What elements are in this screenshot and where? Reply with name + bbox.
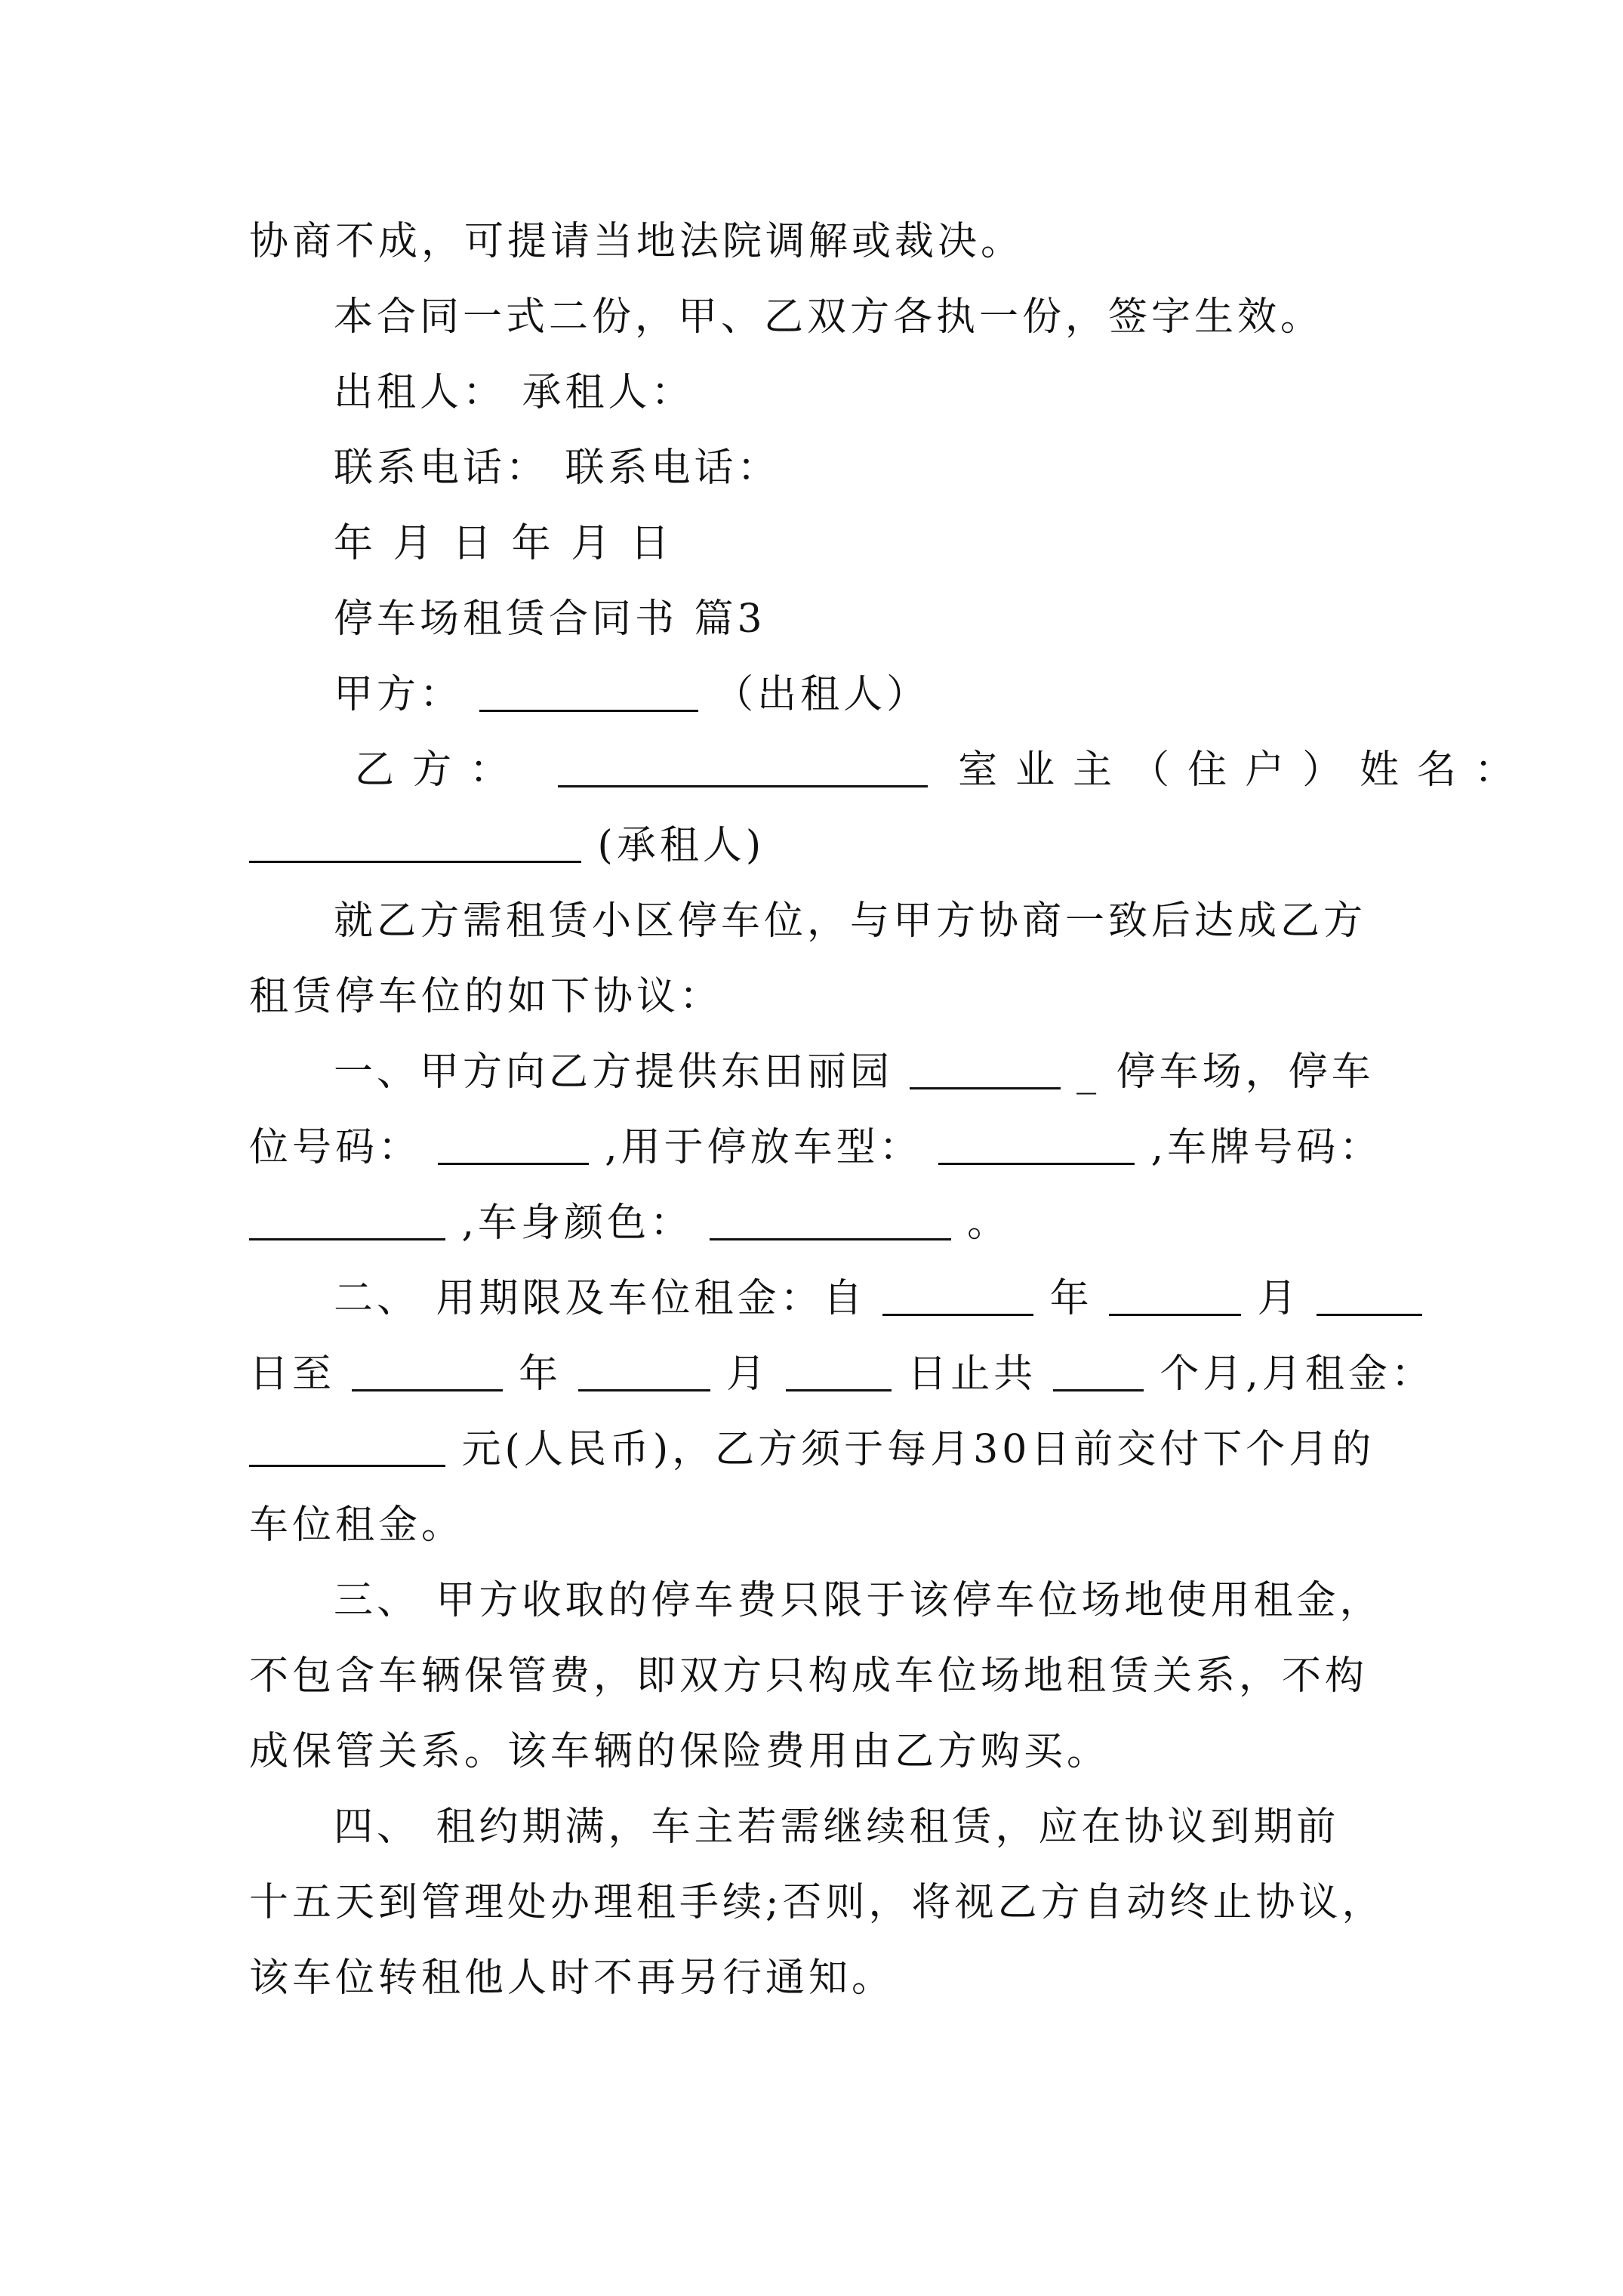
text-segment: 出租人： 承租人：: [334, 370, 694, 415]
fill-in-blank[interactable]: [558, 741, 928, 787]
clause-3-line: [249, 1638, 1381, 1714]
text-segment: 不包含车辆保管费，即双方只构成车位场地租赁关系，不构: [249, 1653, 1369, 1699]
clause-4-line: [249, 1789, 1381, 1865]
text-segment: ,车牌号码：: [1150, 1125, 1383, 1170]
text-segment: ,车身颜色：: [461, 1200, 694, 1246]
party-b-line: [249, 732, 1532, 808]
text-segment: 停车场租赁合同书 篇3: [334, 596, 766, 642]
clause-2-line: [249, 1487, 1381, 1563]
text-segment: 四、 租约期满，车主若需继续租赁，应在协议到期前: [334, 1804, 1340, 1850]
text-segment: 该车位转租他人时不再另行通知。: [249, 1955, 895, 2001]
fill-in-blank[interactable]: [938, 1119, 1135, 1165]
text-segment: 联系电话： 联系电话：: [334, 445, 781, 491]
fill-in-blank[interactable]: [352, 1345, 503, 1391]
clause-1-line: [249, 1185, 1381, 1261]
clause-2-line: [249, 1412, 1381, 1487]
document-body: [249, 204, 1532, 2016]
text-segment: 。: [967, 1200, 1011, 1246]
text-segment: 月: [726, 1351, 770, 1397]
paragraph-line: [249, 883, 1381, 959]
fill-in-blank[interactable]: [910, 1043, 1061, 1089]
text-segment: 甲方：: [334, 672, 463, 717]
text-segment: _ 停车场，停车: [1076, 1049, 1375, 1095]
fill-in-blank[interactable]: [479, 666, 698, 712]
clause-1-line: [249, 1034, 1381, 1110]
text-segment: (承租人): [597, 823, 765, 868]
text-segment: 乙方：: [355, 747, 528, 793]
text-segment: 十五天到管理处办理租手续;否则，将视乙方自动终止协议，: [249, 1880, 1385, 1925]
paragraph-line: [249, 204, 1381, 279]
text-segment: 位号码：: [249, 1125, 422, 1170]
text-segment: 车位租金。: [249, 1502, 465, 1548]
fill-in-blank[interactable]: [1317, 1270, 1422, 1316]
text-segment: 协商不成，可提请当地法院调解或裁决。: [249, 219, 1024, 264]
fill-in-blank[interactable]: [249, 1194, 445, 1240]
fill-in-blank[interactable]: [578, 1345, 710, 1391]
clause-3-line: [249, 1563, 1381, 1638]
text-segment: 就乙方需租赁小区停车位，与甲方协商一致后达成乙方: [334, 898, 1367, 944]
text-segment: 日至: [249, 1351, 336, 1397]
clause-2-line: [249, 1336, 1434, 1412]
text-segment: 年: [1049, 1276, 1093, 1321]
fill-in-blank[interactable]: [1109, 1270, 1241, 1316]
fill-in-blank[interactable]: [438, 1119, 589, 1165]
text-segment: 月: [1257, 1276, 1301, 1321]
paragraph-line: [249, 808, 1381, 883]
clause-1-line: [249, 1110, 1381, 1185]
clause-4-line: [249, 1865, 1385, 1940]
text-segment: 本合同一式二份，甲、乙双方各执一份，签字生效。: [334, 294, 1324, 340]
text-segment: 三、 甲方收取的停车费只限于该停车位场地使用租金，: [334, 1578, 1383, 1623]
clause-3-line: [249, 1714, 1381, 1789]
clause-2-line: [249, 1261, 1381, 1336]
paragraph-line: [249, 959, 1381, 1034]
text-segment: 一、甲方向乙方提供东田丽园: [334, 1049, 894, 1095]
text-segment: 二、 用期限及车位租金：自: [334, 1276, 867, 1321]
phone-line: [249, 430, 1381, 506]
clause-4-line: [249, 1940, 1381, 2016]
date-line: [249, 506, 1381, 581]
fill-in-blank[interactable]: [249, 1421, 445, 1467]
party-a-line: [249, 657, 1381, 732]
fill-in-blank[interactable]: [786, 1345, 892, 1391]
text-segment: 年: [519, 1351, 562, 1397]
paragraph-line: [249, 279, 1381, 355]
signature-line: [249, 355, 1381, 430]
text-segment: 年 月 日 年 月 日: [334, 521, 673, 566]
text-segment: 元(人民币)，乙方须于每月30日前交付下个月的: [461, 1427, 1375, 1472]
fill-in-blank[interactable]: [249, 817, 581, 863]
text-segment: ,用于停放车型：: [605, 1125, 922, 1170]
text-segment: 日止共: [907, 1351, 1037, 1397]
text-segment: 成保管关系。该车辆的保险费用由乙方购买。: [249, 1729, 1110, 1774]
text-segment: 室业主（住户）姓名：: [958, 747, 1532, 793]
fill-in-blank[interactable]: [882, 1270, 1033, 1316]
text-segment: 个月,月租金：: [1160, 1351, 1434, 1397]
text-segment: （出租人）: [714, 672, 930, 717]
section-title: [249, 581, 1381, 657]
fill-in-blank[interactable]: [1053, 1345, 1144, 1391]
fill-in-blank[interactable]: [710, 1194, 951, 1240]
text-segment: 租赁停车位的如下协议：: [249, 974, 723, 1019]
